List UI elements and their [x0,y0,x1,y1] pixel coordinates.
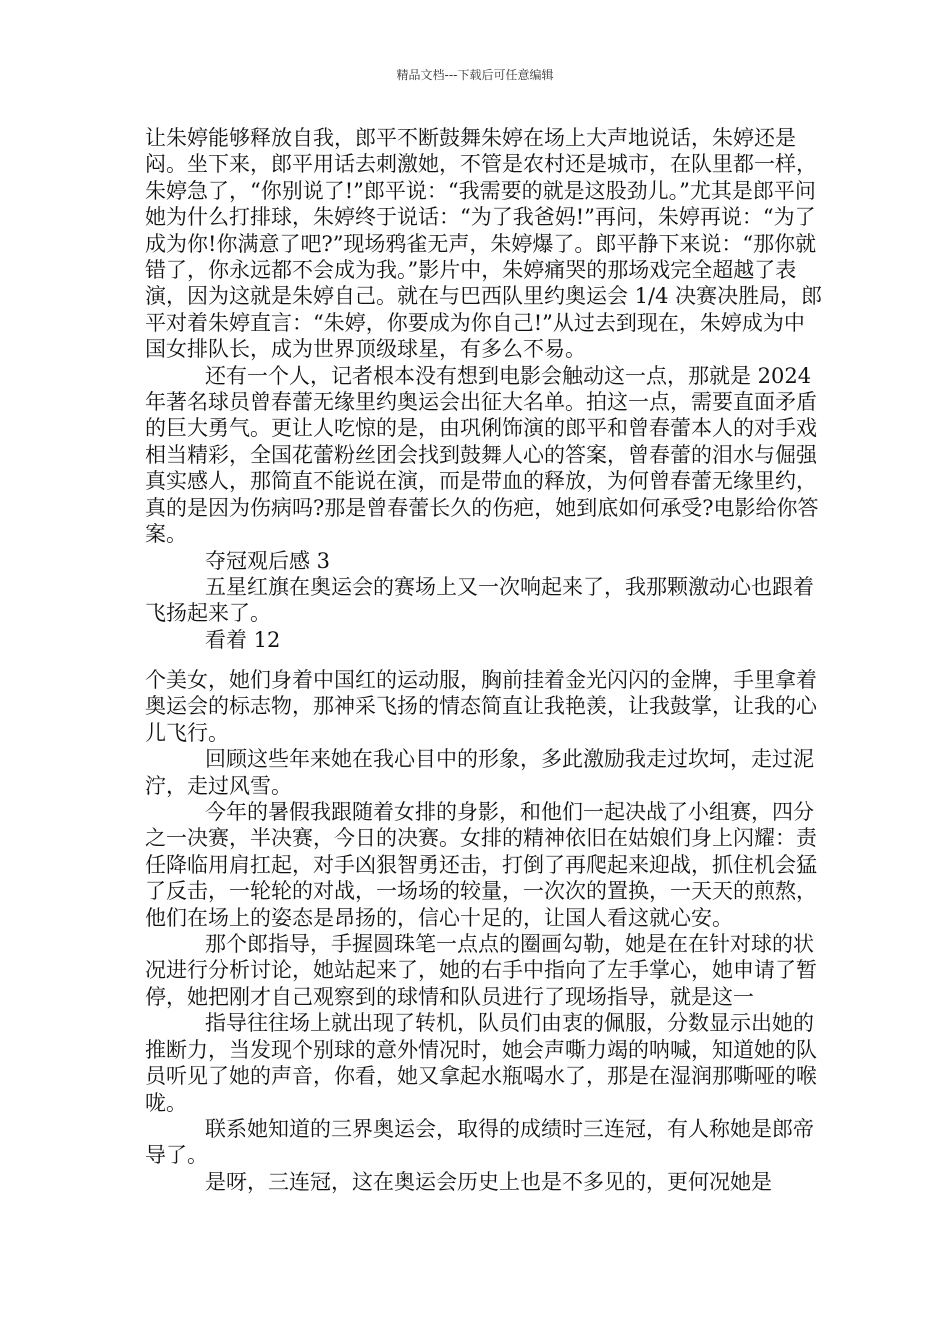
paragraph: 还有一个人，记者根本没有想到电影会触动这一点，那就是 2024 年著名球员曾春蕾无缘里约奥运会出征大名单。拍这一点，需要直面矛盾的巨大勇气。更让人吃惊的是，由巩俐饰演的郎平和曾春蕾本人的对手戏相当精彩，全国花蕾粉丝团会找到鼓舞人心的答案，曾春蕾的泪水与倔强真实感人，那简直不能说在演，而是带血的释放，为何曾春蕾无缘里约，真的是因为伤病吗?那是曾春蕾长久的伤疤，她到底如何承受?电影给你答案。 [145,363,819,547]
text-block-2 [145,667,825,1195]
paragraph: 是呀，三连冠，这在奥运会历史上也是不多见的，更何况她是 [205,1169,772,1194]
page-header: 精品文档---下载后可任意编辑 [396,68,554,82]
paragraph: 今年的暑假我跟随着女排的身影，和他们一起决战了小组赛，四分之一决赛，半决赛，今日的决赛。女排的精神依旧在姑娘们身上闪耀：责任降临用肩扛起，对手凶狠智勇还击，打倒了再爬起来迎战，抓住机会猛了反击，一轮轮的对战，一场场的较量，一次次的置换，一天天的煎熬，他们在场上的姿态是昂扬的，信心十足的，让国人看这就心安。 [145,800,817,930]
paragraph: 联系她知道的三界奥运会，取得的成绩时三连冠，有人称她是郎帝导了。 [145,1116,814,1168]
paragraph: 让朱婷能够释放自我，郎平不断鼓舞朱婷在场上大声地说话，朱婷还是闷。坐下来，郎平用话去刺激她，不管是农村还是城市，在队里都一样，朱婷急了，“你别说了!”郎平说：“我需要的就是这股劲儿。”尤其是郎平问她为什么打排球，朱婷终于说话：“为了我爸妈!”再问，朱婷再说：“为了成为你!你满意了吧?”现场鸦雀无声，朱婷爆了。郎平静下来说：“那你就错了，你永远都不会成为我。”影片中，朱婷痛哭的那场戏完全超越了表演，因为这就是朱婷自己。就在与巴西队里约奥运会 1/4 决赛决胜局，郎平对着朱婷直言：“朱婷，你要成为你自己!”从过去到现在，朱婷成为中国女排队长，成为世界顶级球星，有多么不易。 [145,126,823,362]
paragraph: 回顾这些年来她在我心目中的形象，多此激励我走过坎坷，走过泥泞，走过风雪。 [145,747,814,798]
section-heading: 夺冠观后感 3 [205,548,331,573]
paragraph: 指导往往场上就出现了转机，队员们由衷的佩服，分数显示出她的推断力，当发现个别球的意外情况时，她会声嘶力竭的呐喊，知道她的队员听见了她的声音，你看，她又拿起水瓶喝水了，那是在湿润那嘶哑的喉咙。 [145,1011,817,1115]
paragraph: 个美女，她们身着中国红的运动服，胸前挂着金光闪闪的金牌，手里拿着奥运会的标志物，那神采飞扬的情态简直让我艳羡，让我鼓掌，让我的心儿飞行。 [145,668,817,745]
text-block-1 [145,125,825,653]
paragraph: 五星红旗在奥运会的赛场上又一次响起来了，我那颗激动心也跟着飞扬起来了。 [145,574,814,626]
paragraph: 看着 12 [205,627,281,652]
paragraph: 那个郎指导，手握圆珠笔一点点的圈画勾勒，她是在在针对球的状况进行分析讨论，她站起来了，她的右手中指向了左手掌心，她申请了暂停，她把刚才自己观察到的球情和队员进行了现场指导，就是这一 [145,932,817,1009]
